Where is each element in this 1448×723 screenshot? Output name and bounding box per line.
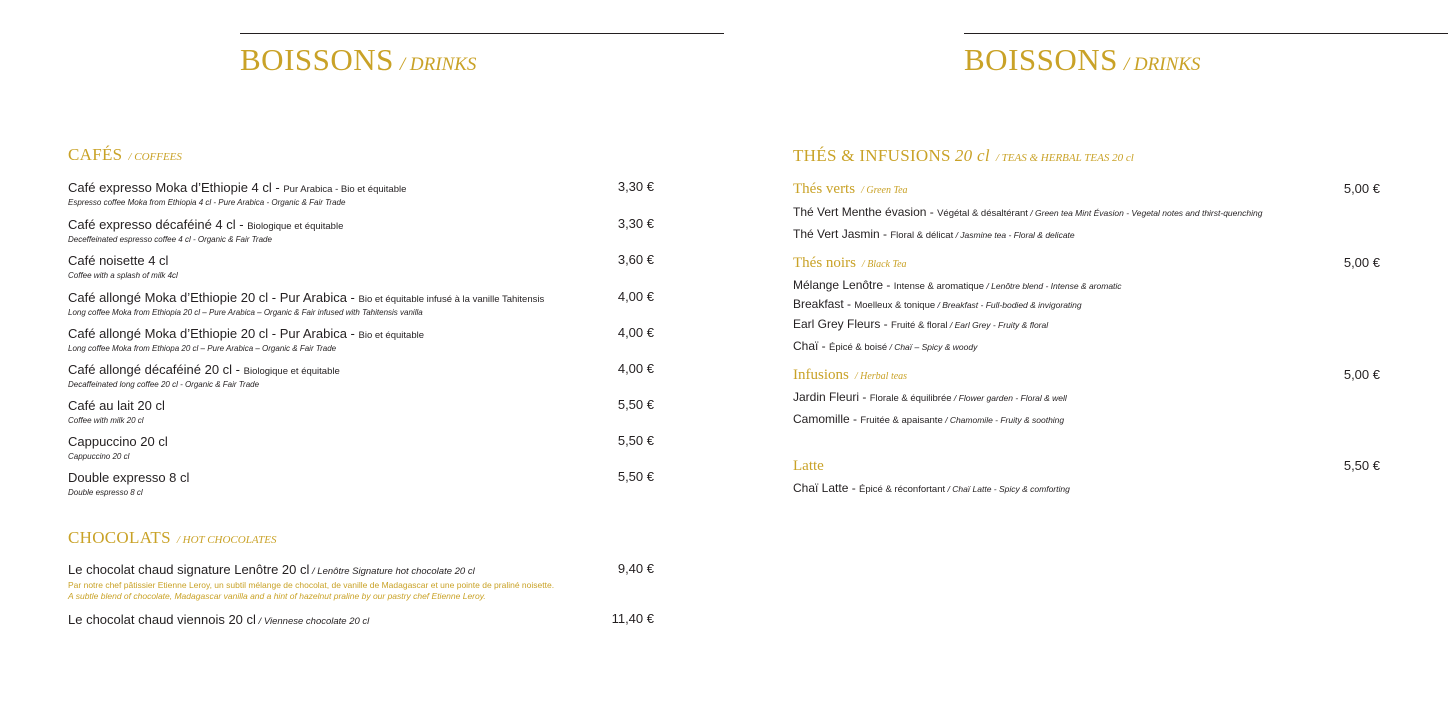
group-price: 5,00 € — [1343, 367, 1380, 382]
section-heading-thes: THÉS & INFUSIONS 20 cl / TEAS & HERBAL TEAS 20 cl — [793, 146, 1134, 165]
menu-item: Café noisette 4 cl Coffee with a splash of milk 4cl — [68, 253, 178, 280]
group-heading-latte: Latte — [793, 458, 824, 474]
tea-item: Breakfast - Moelleux & tonique / Breakfast - Full-bodied & invigorating — [793, 297, 1082, 311]
menu-item: Café allongé décaféiné 20 cl - Biologique et équitable Decaffeinated long coffee 20 cl - Organic & Fair Trade — [68, 362, 340, 389]
tea-item: Jardin Fleuri - Florale & équilibrée / Flower garden - Floral & well — [793, 390, 1067, 404]
menu-item: Café allongé Moka d’Ethiopie 20 cl - Pur Arabica - Bio et équitable infusé à la vanille Tahitensis Long coffee Moka from Ethiopia 20 cl – Pure Arabica – Organic & Fair infused with Tahitensis vanilla — [68, 290, 545, 317]
menu-item: Le chocolat chaud viennois 20 cl / Viennese chocolate 20 cl — [68, 612, 370, 627]
tea-item: Thé Vert Jasmin - Floral & délicat / Jasmine tea - Floral & delicate — [793, 227, 1075, 241]
item-price: 9,40 € — [617, 561, 654, 576]
right-page — [724, 0, 1448, 723]
section-heading-chocolats: CHOCOLATS / HOT CHOCOLATES — [68, 528, 277, 547]
item-price: 4,00 € — [617, 289, 654, 304]
item-price: 11,40 € — [611, 611, 654, 626]
item-price: 3,30 € — [617, 179, 654, 194]
tea-item: Mélange Lenôtre - Intense & aromatique / Lenôtre blend - Intense & aromatic — [793, 278, 1122, 292]
item-price: 5,50 € — [617, 469, 654, 484]
menu-item: Café au lait 20 cl Coffee with milk 20 cl — [68, 398, 165, 425]
item-price: 4,00 € — [617, 361, 654, 376]
group-heading-black-tea: Thés noirs / Black Tea — [793, 255, 907, 271]
tea-item: Camomille - Fruitée & apaisante / Chamomile - Fruity & soothing — [793, 412, 1065, 426]
group-price: 5,50 € — [1343, 458, 1380, 473]
top-rule — [964, 33, 1448, 34]
page-title: BOISSONS / DRINKS — [964, 42, 1201, 77]
page-title: BOISSONS / DRINKS — [240, 42, 477, 77]
menu-item: Cappuccino 20 cl Cappuccino 20 cl — [68, 434, 168, 461]
group-price: 5,00 € — [1343, 181, 1380, 196]
group-heading-infusions: Infusions / Herbal teas — [793, 367, 908, 383]
section-heading-cafes: CAFÉS / COFFEES — [68, 145, 182, 164]
group-heading-green-tea: Thés verts / Green Tea — [793, 181, 908, 197]
item-price: 3,60 € — [617, 252, 654, 267]
top-rule — [240, 33, 724, 34]
item-price: 5,50 € — [617, 397, 654, 412]
item-price: 5,50 € — [617, 433, 654, 448]
tea-item: Thé Vert Menthe évasion - Végétal & désaltérant / Green tea Mint Évasion - Vegetal notes and thirst-quenching — [793, 205, 1263, 219]
menu-item: Le chocolat chaud signature Lenôtre 20 cl / Lenôtre Signature hot chocolate 20 cl Par notre chef pâtissier Etienne Leroy, un subtil mélange de chocolat, de vanille de Madagascar et une pointe de praliné noisette. A subtle blend of chocolate, Madagascar vanilla and a hint of hazelnut praline by our pastry chef Etienne Leroy. — [68, 562, 555, 601]
item-price: 4,00 € — [617, 325, 654, 340]
menu-item: Café allongé Moka d’Ethiopie 20 cl - Pur Arabica - Bio et équitable Long coffee Moka from Ethiopa 20 cl – Pure Arabica – Organic & Fair Trade — [68, 326, 424, 353]
menu-item: Double expresso 8 cl Double espresso 8 cl — [68, 470, 190, 497]
tea-item: Chaï - Épicé & boisé / Chaï – Spicy & woody — [793, 339, 978, 353]
tea-item: Earl Grey Fleurs - Fruité & floral / Earl Grey - Fruity & floral — [793, 317, 1049, 331]
menu-item: Café expresso décaféiné 4 cl - Biologique et équitable Deceffeinated espresso coffee 4 cl - Organic & Fair Trade — [68, 217, 344, 244]
group-price: 5,00 € — [1343, 255, 1380, 270]
tea-item: Chaï Latte - Épicé & réconfortant / Chaï Latte - Spicy & comforting — [793, 481, 1070, 495]
item-price: 3,30 € — [617, 216, 654, 231]
menu-item: Café expresso Moka d’Ethiopie 4 cl - Pur Arabica - Bio et équitable Espresso coffee Moka from Ethiopia 4 cl - Pure Arabica - Organic & Fair Trade — [68, 180, 407, 207]
